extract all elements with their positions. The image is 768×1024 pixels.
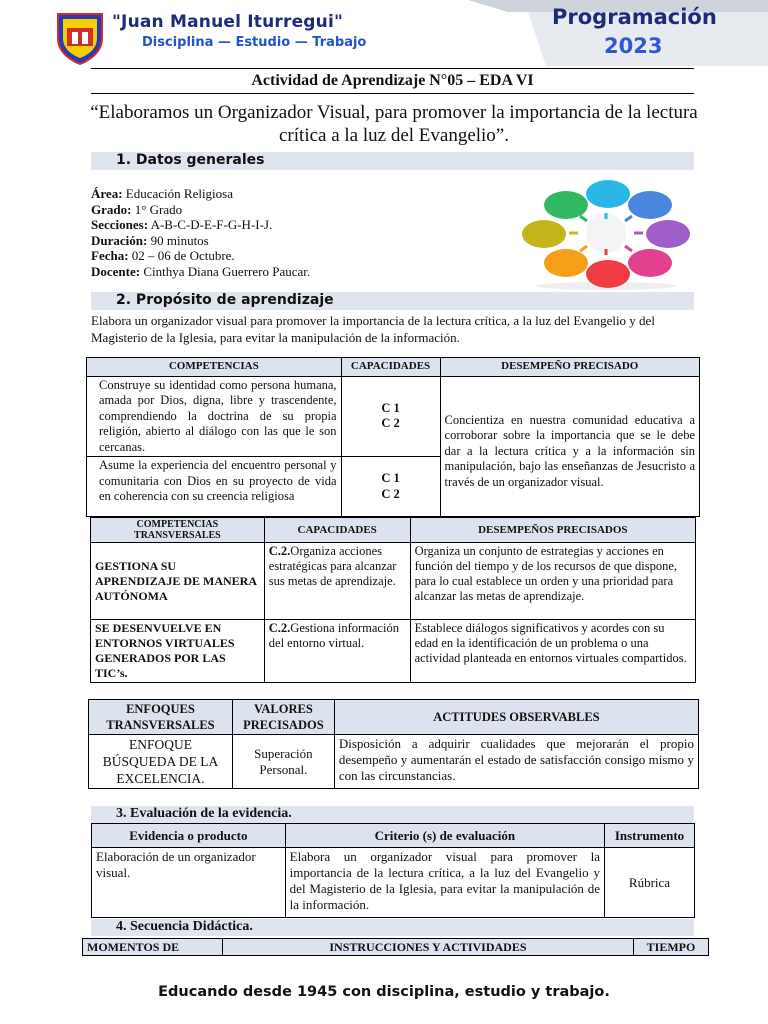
secuencia-table [82,938,709,956]
col-momentos: MOMENTOS DE [83,939,223,956]
activity-quote: “Elaboramos un Organizador Visual, para promover la importancia de la lectura crítica a la luz del Evangelio”. [90,102,698,146]
col-desempenos-precisados: DESEMPEÑOS PRECISADOS [410,518,695,543]
capacidad-transversal-1: C.2.Organiza acciones estratégicas para alcanzar sus metas de aprendizaje. [264,543,410,620]
general-data-area: Área: Educación Religiosa [91,186,233,201]
general-data-grado: Grado: 1° Grado [91,201,183,217]
enfoques-table [88,699,699,789]
general-data-fecha: Fecha: 02 – 06 de Octubre. [91,248,235,263]
col-competencias: COMPETENCIAS [87,358,342,377]
programacion-year: 2023 [604,34,663,58]
purpose-text: Elabora un organizador visual para promover la importancia de la lectura crítica, a la luz del Evangelio y del Magisterio de la Iglesia, para evitar la manipulación de la información. [91,313,655,345]
section4-heading: 4. Secuencia Didáctica. [91,919,694,936]
actitud-value: Disposición a adquirir cualidades que mejorarán el propio desempeño y aumentarán el estado de satisfacción consigo mismo y con las circunstancias. [334,735,698,789]
section3-heading: 3. Evaluación de la evidencia. [91,806,694,823]
title-bar [91,68,694,94]
visual-organizer-image [518,176,694,290]
evaluacion-table [91,823,695,918]
col-capacidades: CAPACIDADES [341,358,440,377]
evidencia-value: Elaboración de un organizador visual. [92,848,286,918]
page-header [0,0,768,68]
general-data-docente: Docente: Cinthya Diana Guerrero Paucar. [91,263,311,279]
criterio-value: Elabora un organizador visual para promover la importancia de la lectura crítica, a la luz del Evangelio y del Magisterio de la Iglesia, para evitar la manipulación de la información. [285,848,604,918]
programacion-label: Programación [552,5,717,29]
general-data-list [91,186,310,279]
col-valores: VALORES PRECISADOS [232,700,334,735]
col-evidencia: Evidencia o producto [92,824,286,848]
capacidades-2: C 1 C 2 [341,457,440,517]
col-actitudes: ACTITUDES OBSERVABLES [334,700,698,735]
general-data-secciones: Secciones: A-B-C-D-E-F-G-H-I-J. [91,217,273,232]
comp-transversal-1: GESTIONA SU APRENDIZAJE DE MANERA AUTÓNOMA [91,543,265,620]
general-data-duracion: Duración: 90 minutos [91,232,209,248]
col-instrucciones: INSTRUCCIONES Y ACTIVIDADES [222,939,633,956]
comp-transversal-2: SE DESENVUELVE EN ENTORNOS VIRTUALES GENERADOS POR LAS TIC’s. [91,620,265,683]
section1-heading: 1. Datos generales [91,152,694,170]
col-enfoques: ENFOQUES TRANSVERSALES [89,700,233,735]
enfoque-value: ENFOQUE BÚSQUEDA DE LA EXCELENCIA. [89,735,233,789]
desempeno-transversal-1: Organiza un conjunto de estrategias y acciones en función del tiempo y de los recursos de que dispone, para lo cual establece un orden y una prioridad para alcanzar las metas de aprendizaje. [410,543,695,620]
competencia-2: Asume la experiencia del encuentro personal y comunitaria con Dios en su proyecto de vida en coherencia con su creencia religiosa [87,457,342,517]
school-name: "Juan Manuel Iturregui" [112,12,344,32]
col-instrumento: Instrumento [605,824,695,848]
col-criterio: Criterio (s) de evaluación [285,824,604,848]
competencias-table [86,357,700,517]
col-competencias-transversales: COMPETENCIAS TRANSVERSALES [91,518,265,543]
competencia-1: Construye su identidad como persona humana, amada por Dios, digna, libre y trascendente, comprendiendo la doctrina de su propia religión, abierto al diálogo con las que le son cercanas. [87,376,342,457]
footer-slogan: Educando desde 1945 con disciplina, estudio y trabajo. [158,984,610,1000]
school-motto: Disciplina — Estudio — Trabajo [142,35,367,50]
col-capacidades-2: CAPACIDADES [264,518,410,543]
desempeno-transversal-2: Establece diálogos significativos y acordes con su edad en la identificación de un problema o una actividad planteada en entornos virtuales compartidos. [410,620,695,683]
activity-title: Actividad de Aprendizaje N°05 – EDA VI [251,72,534,89]
instrumento-value: Rúbrica [605,848,695,918]
capacidad-transversal-2: C.2.Gestiona información del entorno virtual. [264,620,410,683]
competencias-transversales-table [90,517,696,683]
col-desempeno: DESEMPEÑO PRECISADO [440,358,699,377]
valor-value: Superación Personal. [232,735,334,789]
section2-heading: 2. Propósito de aprendizaje [91,292,694,310]
school-logo-icon [54,8,106,66]
col-tiempo: TIEMPO [634,939,709,956]
capacidades-1: C 1 C 2 [341,376,440,457]
desempeno-precisado: Concientiza en nuestra comunidad educativa a corroborar sobre la importancia que se le debe dar a la lectura crítica y a la información sin manipulación, bajo las enseñanzas de Jesucristo a través de un organizador visual. [440,376,699,517]
